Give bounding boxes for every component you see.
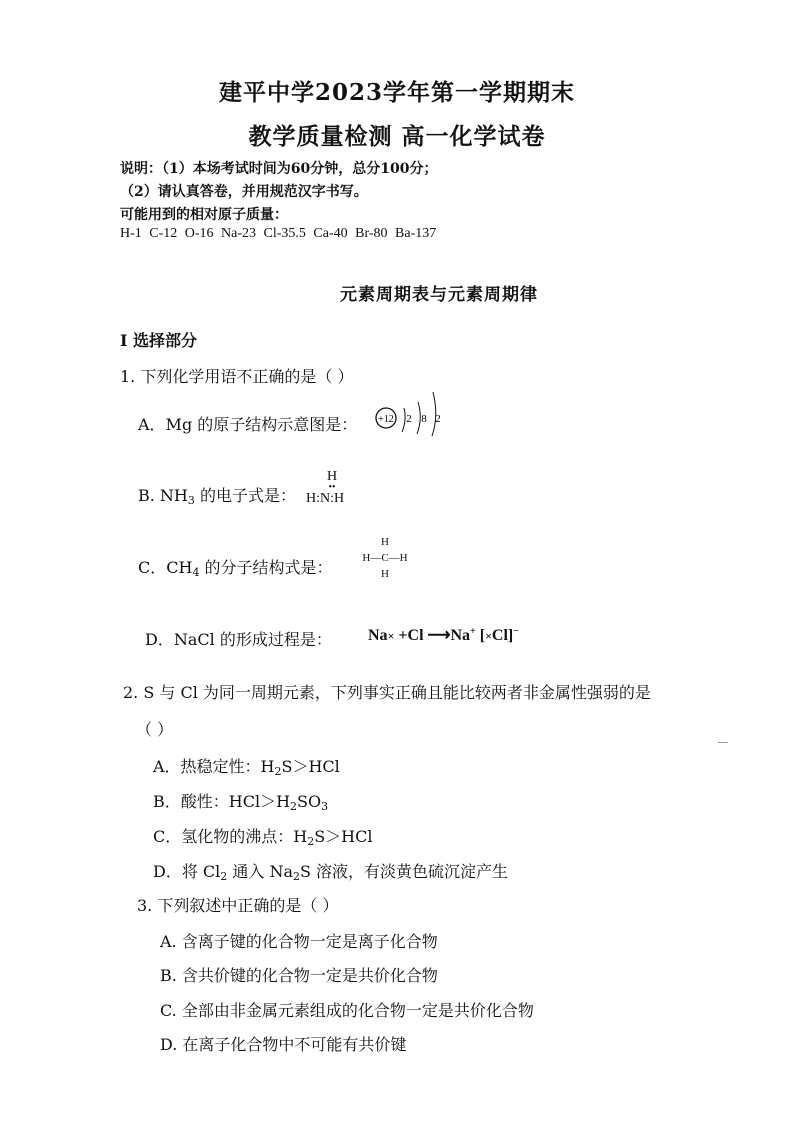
nh3-electron-formula xyxy=(306,470,366,506)
mg-shell-arc-2 xyxy=(417,402,420,434)
question-2-option-c: C．氢化物的沸点：$H_2S>HCl$ xyxy=(153,827,373,848)
question-2-option-a: A．热稳定性：$H_2S>HCl$ xyxy=(153,757,340,778)
nacl-cl-charge: − xyxy=(513,626,519,637)
mg-shell-electrons-1: 2 xyxy=(406,413,412,425)
ch4-structural-formula xyxy=(360,534,410,582)
nacl-transferred-electron: × xyxy=(485,629,492,643)
ch4-bottom-h: H xyxy=(381,568,389,580)
question-1-option-b: B. $NH_3$ 的电子式是： xyxy=(138,486,296,507)
nacl-na-electron: × xyxy=(387,629,395,643)
question-2-answer-blank: （ ） xyxy=(136,720,174,739)
question-3-option-d: D. 在离子化合物中不可能有共价键 xyxy=(160,1035,407,1054)
question-2-option-b: B．酸性：$HCl>H_2SO_3$ xyxy=(153,792,329,813)
nacl-na: Na xyxy=(368,627,388,644)
question-2-option-d: D．将 $Cl_2$ 通入 $Na_2S$ 溶液，有淡黄色硫沉淀产生 xyxy=(153,862,509,883)
question-1-stem: 1. 下列化学用语不正确的是（ ） xyxy=(120,367,354,386)
question-3-option-a: A. 含离子键的化合物一定是离子化合物 xyxy=(160,932,438,951)
mg-shell-arc-1 xyxy=(402,408,405,432)
nh3-middle-row: H:N:H xyxy=(306,491,345,506)
nacl-arrow: ⟶ xyxy=(427,627,451,644)
nacl-plus: + xyxy=(398,627,408,644)
question-1-option-d: D．NaCl 的形成过程是： xyxy=(145,630,332,649)
nacl-cl: Cl xyxy=(407,627,424,644)
exam-note-time: 说明：（1）本场考试时间为60分钟，总分100分； xyxy=(120,161,438,177)
atomic-mass-list: H-1 C-12 O-16 Na-23 Cl-35.5 Ca-40 Br-80 Ba-137 xyxy=(120,226,437,241)
ch4-top-h: H xyxy=(381,536,389,548)
exam-title-school: 建平中学2023学年第一学期期末 xyxy=(218,79,575,106)
mg-nucleus-charge: +12 xyxy=(378,414,394,425)
nh3-lone-pair: •• xyxy=(328,482,336,493)
mg-atom-structure-diagram xyxy=(372,388,452,448)
nacl-na-ion: Na xyxy=(450,627,471,644)
exam-title-subject: 教学质量检测 高一化学试卷 xyxy=(248,123,546,150)
question-3-stem: 3. 下列叙述中正确的是（ ） xyxy=(137,896,339,915)
question-3-option-c: C. 全部由非金属元素组成的化合物一定是共价化合物 xyxy=(160,1001,534,1020)
atomic-mass-heading: 可能用到的相对原子质量： xyxy=(120,207,288,223)
nacl-cl-ion: Cl xyxy=(491,627,508,644)
section-title: 元素周期表与元素周期律 xyxy=(340,285,538,305)
part-title: I 选择部分 xyxy=(120,331,198,350)
nh3-top-h: H xyxy=(326,469,338,484)
mg-shell-electrons-2: 8 xyxy=(421,413,427,425)
ch4-middle-row: H—C—H xyxy=(362,552,408,564)
nacl-na-charge: + xyxy=(470,626,476,637)
scan-mark xyxy=(718,742,728,743)
mg-shell-electrons-3: 2 xyxy=(435,413,441,425)
nacl-bracket-left: [ xyxy=(479,627,486,644)
question-2-stem: 2. S 与 Cl 为同一周期元素，下列事实正确且能比较两者非金属性强弱的是 xyxy=(123,683,651,702)
nacl-bracket-right: ] xyxy=(507,627,514,644)
question-1-option-a: A．Mg 的原子结构示意图是： xyxy=(138,415,358,434)
question-3-option-b: B. 含共价键的化合物一定是共价化合物 xyxy=(160,966,438,985)
nacl-formation-process xyxy=(368,625,519,645)
question-1-option-c: C．$CH_4$ 的分子结构式是： xyxy=(138,558,333,579)
exam-note-writing: （2）请认真答卷，并用规范汉字书写。 xyxy=(120,184,368,200)
